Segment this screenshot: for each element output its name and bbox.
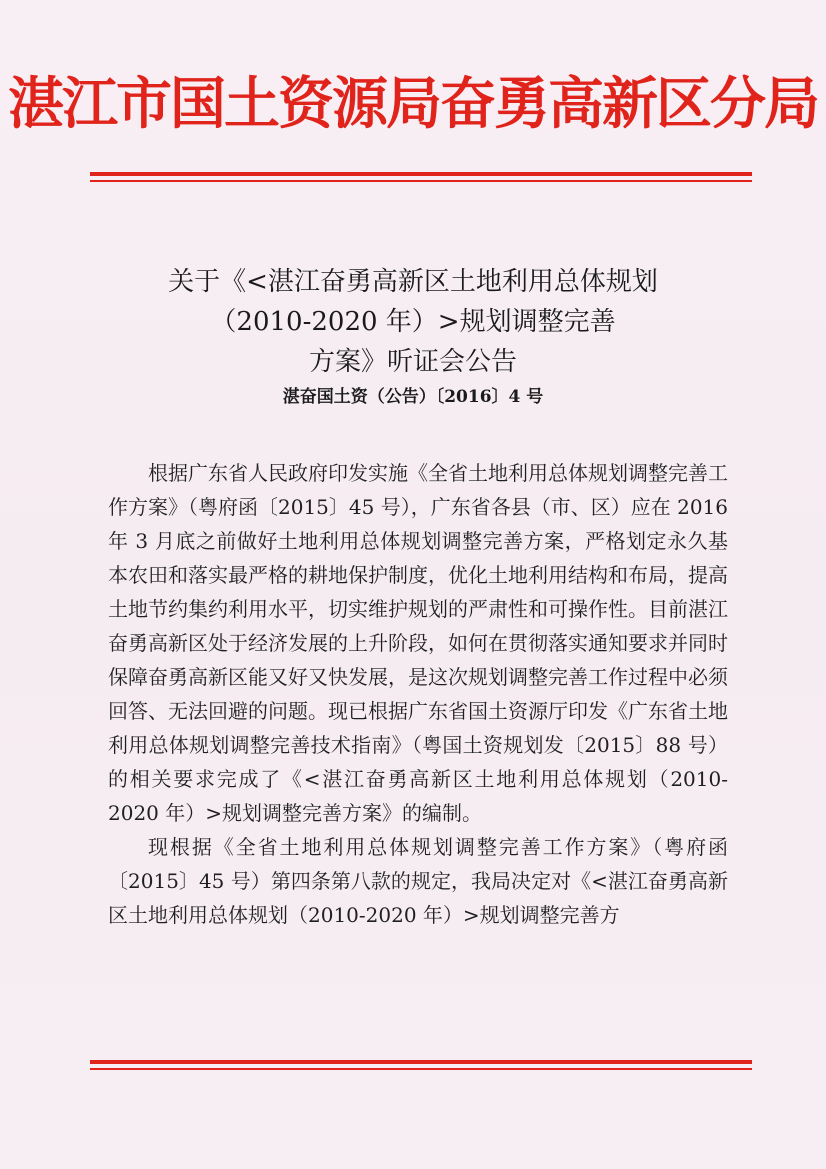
notice-title-line-1: 关于《<湛江奋勇高新区土地利用总体规划: [168, 267, 658, 297]
notice-body: [108, 456, 728, 932]
organization-header: 湛江市国土资源局奋勇高新区分局: [8, 71, 818, 137]
notice-title-line-2: （2010-2020 年）>规划调整完善: [210, 307, 616, 337]
header-divider-thick: [90, 172, 752, 176]
document-number: 湛奋国土资（公告）〔2016〕4 号: [282, 387, 544, 407]
body-paragraph-2: 现根据《全省土地利用总体规划调整完善工作方案》（粤府函〔2015〕45 号）第四条第八款的规定，我局决定对《<湛江奋勇高新区土地利用总体规划（2010-2020 年）>规划调整完善方: [108, 835, 728, 927]
notice-title-line-3: 方案》听证会公告: [308, 347, 517, 377]
body-paragraph-1: 根据广东省人民政府印发实施《全省土地利用总体规划调整完善工作方案》（粤府函〔2015〕45 号），广东省各县（市、区）应在 2016 年 3 月底之前做好土地利用总体规划调整完善方案，严格划定永久基本农田和落实最严格的耕地保护制度，优化土地利用结构和布局，提高土地节约集约利用水平，切实维护规划的严肃性和可操作性。目前湛江奋勇高新区处于经济发展的上升阶段，如何在贯彻落实通知要求并同时保障奋勇高新区能又好又快发展，是这次规划调整完善工作过程中必须回答、无法回避的问题。现已根据广东省国土资源厅印发《广东省土地利用总体规划调整完善技术指南》（粤国土资规划发〔2015〕88 号）的相关要求完成了《<湛江奋勇高新区土地利用总体规划（2010-2020 年）>规划调整完善方案》的编制。: [108, 461, 728, 825]
footer-divider-thin: [90, 1068, 752, 1070]
footer-divider-thick: [90, 1060, 752, 1064]
header-divider-thin: [90, 180, 752, 182]
